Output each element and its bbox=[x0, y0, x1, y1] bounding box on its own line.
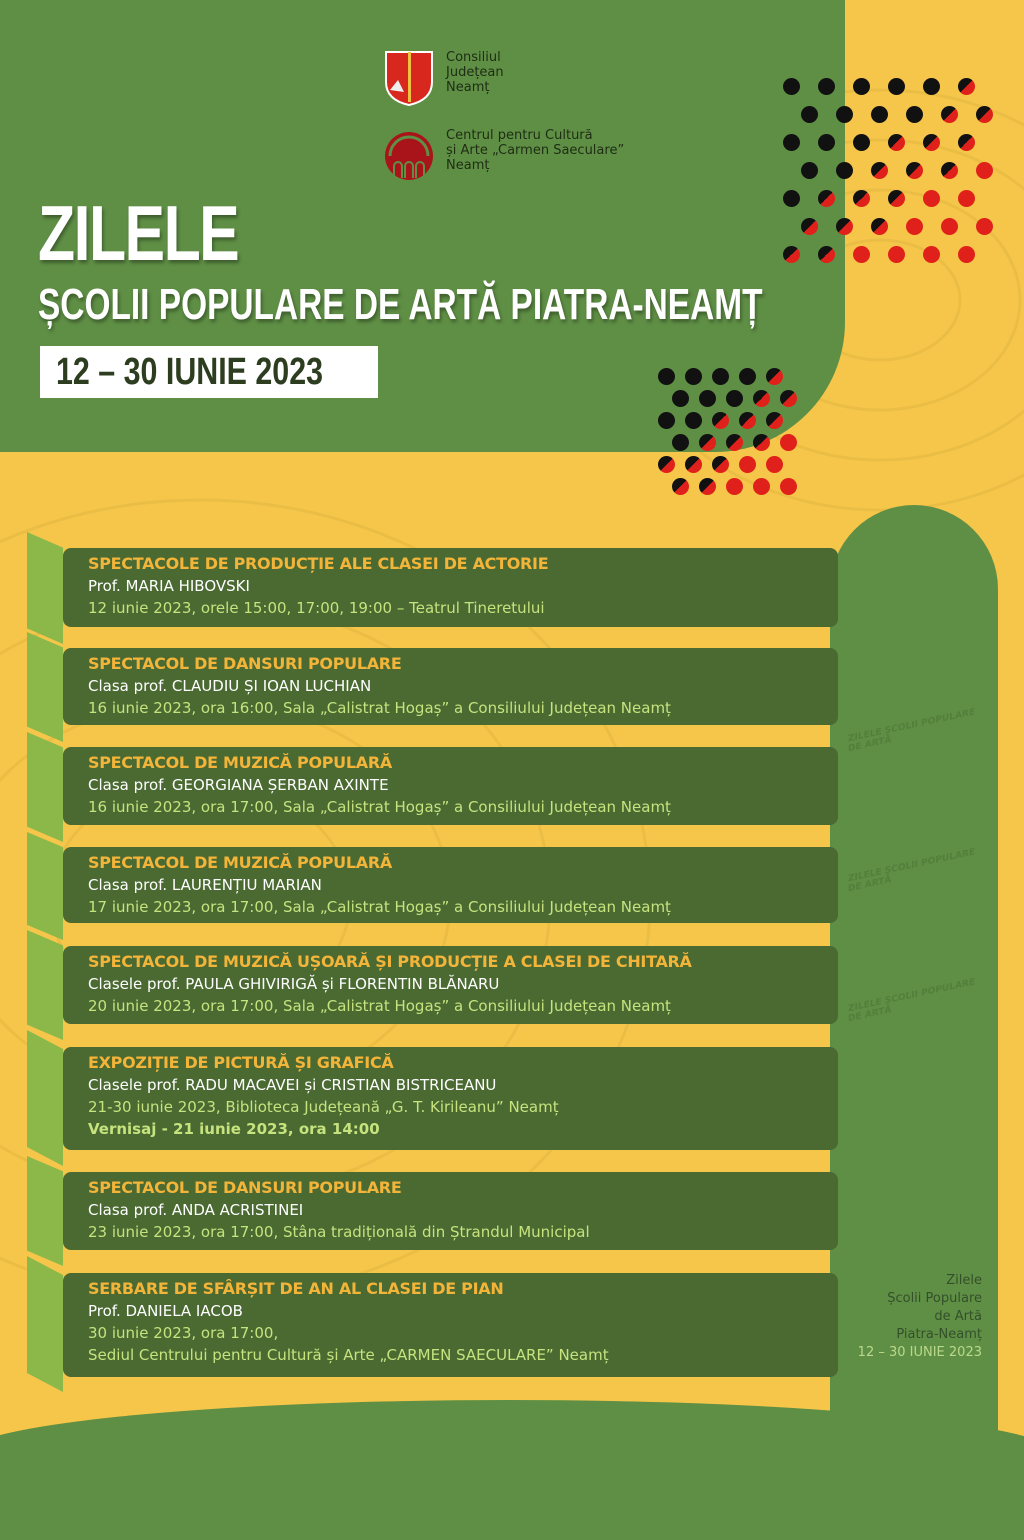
dot bbox=[818, 78, 835, 95]
dot bbox=[836, 218, 853, 235]
dot bbox=[888, 134, 905, 151]
dot bbox=[672, 390, 689, 407]
event-when: 30 iunie 2023, ora 17:00, bbox=[88, 1324, 279, 1342]
dot bbox=[685, 412, 702, 429]
dot bbox=[906, 218, 923, 235]
dot bbox=[853, 134, 870, 151]
event-title: SPECTACOL DE MUZICĂ POPULARĂ bbox=[88, 753, 392, 772]
dot bbox=[699, 390, 716, 407]
dot bbox=[923, 134, 940, 151]
dot bbox=[958, 190, 975, 207]
date-banner bbox=[40, 346, 378, 398]
card-tab bbox=[27, 732, 63, 842]
event-card bbox=[63, 648, 838, 725]
dot bbox=[726, 434, 743, 451]
event-card bbox=[63, 1273, 838, 1377]
event-card bbox=[63, 747, 838, 825]
card-tab bbox=[27, 1156, 63, 1266]
side-caption-line: Școlii Populare bbox=[887, 1291, 982, 1306]
dot bbox=[783, 134, 800, 151]
logo-text: Consiliul bbox=[446, 50, 501, 65]
dot bbox=[958, 246, 975, 263]
dot bbox=[818, 134, 835, 151]
dot bbox=[801, 106, 818, 123]
card-tab bbox=[27, 1256, 63, 1392]
dot bbox=[753, 478, 770, 495]
card-tab bbox=[27, 1030, 63, 1166]
dot bbox=[658, 368, 675, 385]
dot bbox=[836, 106, 853, 123]
dot bbox=[976, 162, 993, 179]
dot bbox=[801, 218, 818, 235]
dot bbox=[941, 218, 958, 235]
dot bbox=[753, 434, 770, 451]
dot bbox=[906, 162, 923, 179]
dot bbox=[739, 412, 756, 429]
event-title: SPECTACOL DE MUZICĂ POPULARĂ bbox=[88, 853, 392, 872]
event-card bbox=[63, 847, 838, 923]
cube-decoration: ZILELE ȘCOLII POPULARE DE ARTĂ bbox=[848, 977, 976, 1025]
dot bbox=[780, 434, 797, 451]
dot bbox=[783, 246, 800, 263]
logo-carmen-saeculare bbox=[384, 128, 624, 184]
dot bbox=[888, 78, 905, 95]
dot bbox=[801, 162, 818, 179]
logo-text: Neamț bbox=[446, 158, 490, 173]
dot bbox=[712, 412, 729, 429]
event-when: 20 iunie 2023, ora 17:00, Sala „Calistrat Hogaș” a Consiliului Județean Neamț bbox=[88, 997, 671, 1015]
event-title: SERBARE DE SFÂRȘIT DE AN AL CLASEI DE PIAN bbox=[88, 1279, 504, 1298]
logo-consiliul-judetean bbox=[384, 50, 504, 106]
dot bbox=[941, 162, 958, 179]
card-tab bbox=[27, 832, 63, 940]
dot bbox=[739, 368, 756, 385]
event-vernisaj: Vernisaj - 21 iunie 2023, ora 14:00 bbox=[88, 1120, 380, 1138]
dot bbox=[766, 412, 783, 429]
dot bbox=[726, 478, 743, 495]
dot bbox=[958, 134, 975, 151]
event-teacher: Clasa prof. CLAUDIU ȘI IOAN LUCHIAN bbox=[88, 677, 372, 695]
dot bbox=[766, 456, 783, 473]
event-when: 23 iunie 2023, ora 17:00, Stâna tradițională din Ștrandul Municipal bbox=[88, 1223, 590, 1241]
dot bbox=[853, 78, 870, 95]
event-title: SPECTACOL DE DANSURI POPULARE bbox=[88, 654, 402, 673]
logo-text: și Arte „Carmen Saeculare” bbox=[446, 143, 625, 158]
event-title: EXPOZIȚIE DE PICTURĂ ȘI GRAFICĂ bbox=[88, 1053, 394, 1072]
event-card bbox=[63, 548, 838, 627]
dot bbox=[699, 478, 716, 495]
event-teacher: Clasele prof. RADU MACAVEI și CRISTIAN BISTRICEANU bbox=[88, 1076, 497, 1094]
dot bbox=[958, 78, 975, 95]
event-when: 16 iunie 2023, ora 17:00, Sala „Calistrat Hogaș” a Consiliului Județean Neamț bbox=[88, 798, 671, 816]
dot bbox=[672, 478, 689, 495]
dot bbox=[685, 456, 702, 473]
event-teacher: Clasele prof. PAULA GHIVIRIGĂ și FLORENTIN BLĂNARU bbox=[88, 975, 500, 993]
event-title: SPECTACOLE DE PRODUCȚIE ALE CLASEI DE ACTORIE bbox=[88, 554, 549, 573]
dot bbox=[818, 246, 835, 263]
event-card bbox=[63, 946, 838, 1024]
card-tab bbox=[27, 632, 63, 742]
dot bbox=[780, 390, 797, 407]
dot bbox=[923, 246, 940, 263]
cube-decoration: ZILELE ȘCOLII POPULARE DE ARTĂ bbox=[848, 847, 976, 895]
event-when: 17 iunie 2023, ora 17:00, Sala „Calistrat Hogaș” a Consiliului Județean Neamț bbox=[88, 898, 671, 916]
event-venue: Sediul Centrului pentru Cultură și Arte „CARMEN SAECULARE” Neamț bbox=[88, 1346, 609, 1364]
dot bbox=[672, 434, 689, 451]
dot bbox=[753, 390, 770, 407]
event-card bbox=[63, 1047, 838, 1150]
side-caption-dates: 12 – 30 IUNIE 2023 bbox=[857, 1345, 982, 1360]
dot bbox=[726, 390, 743, 407]
dot bbox=[871, 218, 888, 235]
date-banner-text: 12 – 30 IUNIE 2023 bbox=[56, 351, 324, 393]
dot bbox=[888, 246, 905, 263]
dot bbox=[853, 246, 870, 263]
dot bbox=[658, 412, 675, 429]
side-caption-line: Zilele bbox=[946, 1273, 982, 1288]
side-caption-line: de Artă bbox=[934, 1309, 982, 1324]
dot bbox=[783, 190, 800, 207]
event-when: 12 iunie 2023, orele 15:00, 17:00, 19:00 – Teatrul Tineretului bbox=[88, 599, 545, 617]
dot bbox=[783, 78, 800, 95]
event-title: SPECTACOL DE DANSURI POPULARE bbox=[88, 1178, 402, 1197]
event-teacher: Prof. DANIELA IACOB bbox=[88, 1302, 243, 1320]
card-tab bbox=[27, 532, 63, 644]
card-tab bbox=[27, 930, 63, 1040]
logo-text: Centrul pentru Cultură bbox=[446, 128, 593, 143]
dot bbox=[739, 456, 756, 473]
title-subtitle: ȘCOLII POPULARE DE ARTĂ PIATRA-NEAMȚ bbox=[38, 280, 763, 329]
event-teacher: Clasa prof. GEORGIANA ȘERBAN AXINTE bbox=[88, 776, 389, 794]
dot bbox=[712, 456, 729, 473]
event-teacher: Clasa prof. LAURENȚIU MARIAN bbox=[88, 876, 322, 894]
dot bbox=[658, 456, 675, 473]
dot bbox=[906, 106, 923, 123]
dot bbox=[976, 106, 993, 123]
dot bbox=[685, 368, 702, 385]
logo-text: Neamț bbox=[446, 80, 490, 95]
event-card bbox=[63, 1172, 838, 1250]
dot bbox=[836, 162, 853, 179]
dot bbox=[853, 190, 870, 207]
dot bbox=[871, 106, 888, 123]
dot bbox=[888, 190, 905, 207]
dot bbox=[818, 190, 835, 207]
dot bbox=[923, 190, 940, 207]
dot bbox=[780, 478, 797, 495]
bottom-hill bbox=[0, 1400, 1024, 1540]
dot bbox=[923, 78, 940, 95]
arch-logo-icon bbox=[384, 128, 434, 184]
dot bbox=[766, 368, 783, 385]
side-caption bbox=[858, 1272, 982, 1362]
dot bbox=[976, 218, 993, 235]
title-zilele: ZILELE bbox=[38, 189, 239, 277]
dot bbox=[712, 368, 729, 385]
event-when: 16 iunie 2023, ora 16:00, Sala „Calistrat Hogaș” a Consiliului Județean Neamț bbox=[88, 699, 671, 717]
logo-text: Județean bbox=[446, 65, 504, 80]
event-teacher: Clasa prof. ANDA ACRISTINEI bbox=[88, 1201, 304, 1219]
dot bbox=[871, 162, 888, 179]
cube-decoration: ZILELE ȘCOLII POPULARE DE ARTĂ bbox=[848, 707, 976, 755]
event-title: SPECTACOL DE MUZICĂ UȘOARĂ ȘI PRODUCȚIE A CLASEI DE CHITARĂ bbox=[88, 952, 692, 971]
side-caption-line: Piatra-Neamț bbox=[896, 1327, 982, 1342]
coat-of-arms-icon bbox=[384, 50, 434, 106]
event-when: 21-30 iunie 2023, Biblioteca Județeană „G. T. Kirileanu” Neamț bbox=[88, 1098, 559, 1116]
dot bbox=[699, 434, 716, 451]
event-teacher: Prof. MARIA HIBOVSKI bbox=[88, 577, 250, 595]
dot bbox=[941, 106, 958, 123]
